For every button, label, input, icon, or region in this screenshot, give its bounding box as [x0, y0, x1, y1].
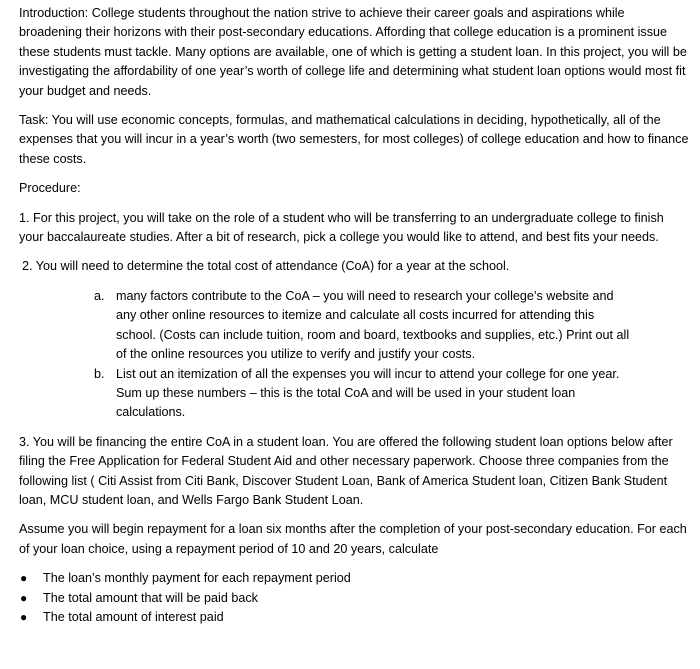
list-item [19, 569, 691, 588]
procedure-heading: Procedure: [19, 181, 81, 196]
intro-paragraph: Introduction: College students throughout the nation strive to achieve their career goals and aspirations while broadening their horizons with their post-secondary educations. Affording that college education is a prominent issue these students must tackle. Many options are available, one of which is getting a student loan. In this project, you will be investigating the affordability of one year’s worth of college life and determining what student loan options would most fit your budget and needs. [19, 6, 687, 98]
step-2-item-b-text: List out an itemization of all the expenses you will incur to attend your college for one year. Sum up these numbers – this is the total CoA and will be used in your student loan calculations. [116, 366, 620, 420]
list-item [19, 589, 691, 608]
document-body [19, 4, 691, 627]
bullet-text: The total amount of interest paid [43, 609, 224, 624]
list-marker: b. [94, 366, 105, 381]
list-item [19, 608, 691, 627]
bullet-text: The loan’s monthly payment for each repayment period [43, 571, 351, 586]
list-marker: a. [94, 288, 105, 303]
step-2-sublist [19, 287, 691, 423]
bullet-text: The total amount that will be paid back [43, 590, 258, 605]
bullet-icon: ● [20, 609, 28, 624]
bullet-icon: ● [20, 571, 28, 586]
assume-paragraph: Assume you will begin repayment for a loan six months after the completion of your post-secondary education. For each of your loan choice, using a repayment period of 10 and 20 years, calculate [19, 522, 687, 556]
step-2-item-b [19, 365, 636, 423]
step-2-item-a-text: many factors contribute to the CoA – you will need to research your college’s website and any other online resources to itemize and calculate all costs incurred for attending this school. (Costs can include tuition, room and board, textbooks and supplies, etc.) Print out all of the online resources you utilize to verify and justify your costs. [116, 288, 630, 362]
step-1-paragraph: 1. For this project, you will take on the role of a student who will be transferring to an undergraduate college to finish your baccalaureate studies. After a bit of research, pick a college you would like to attend, and best fits your needs. [19, 210, 664, 245]
step-2-paragraph: 2. You will need to determine the total cost of attendance (CoA) for a year at the school. [22, 259, 510, 274]
step-3-paragraph: 3. You will be financing the entire CoA in a student loan. You are offered the following student loan options below after filing the Free Application for Federal Student Aid and other necessary paperwork. Choose three companies from the following list ( Citi Assist from Citi Bank, Discover Student Loan, Bank of America Student loan, Citizen Bank Student loan, MCU student loan, and Wells Fargo Bank Student Loan. [19, 434, 673, 507]
calculation-bullet-list [19, 569, 691, 627]
bullet-icon: ● [20, 590, 28, 605]
task-paragraph: Task: You will use economic concepts, formulas, and mathematical calculations in deciding, hypothetically, all of the expenses that you will incur in a year’s worth (two semesters, for most colleges) of college education and how to finance these costs. [19, 113, 689, 166]
step-2-item-a [19, 287, 636, 365]
